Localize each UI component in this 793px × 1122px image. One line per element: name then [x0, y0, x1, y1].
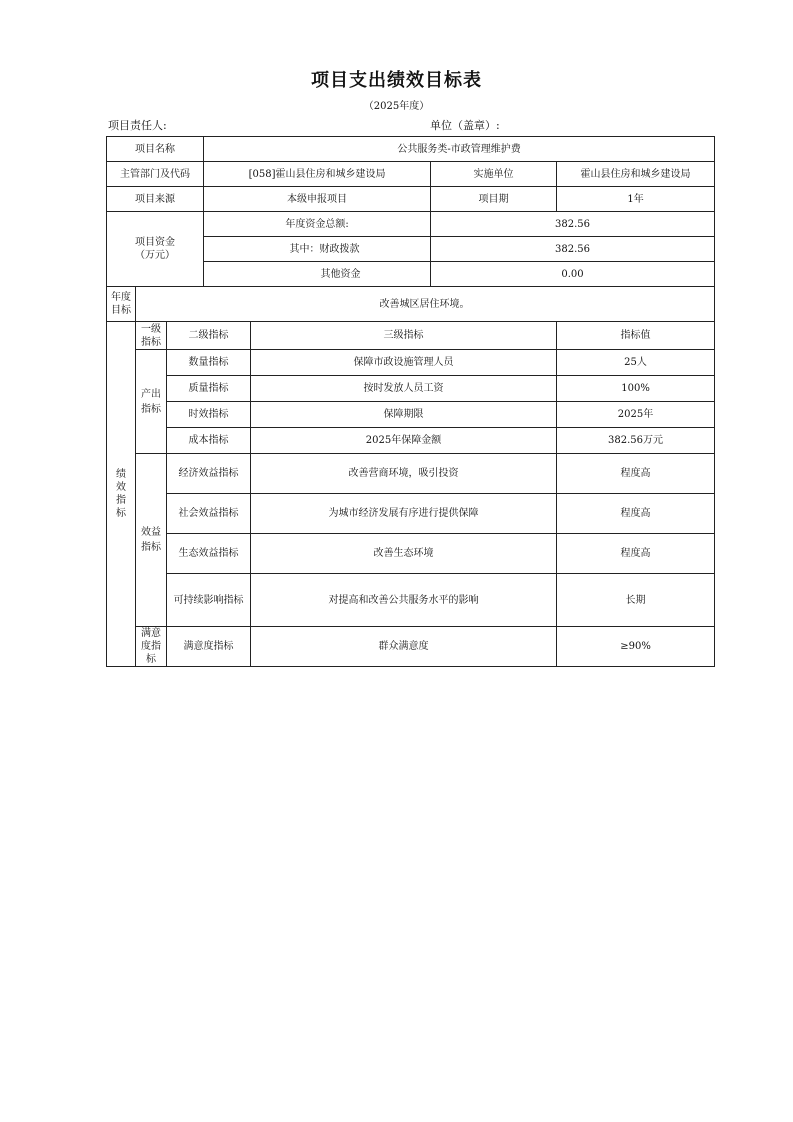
value-cell: ≥90% [557, 627, 715, 667]
level3-cell: 改善营商环境，吸引投资 [251, 454, 557, 494]
output-label-line1: 产出 [141, 388, 161, 400]
total-funds-value: 382.56 [431, 212, 715, 237]
project-period-label: 项目期 [431, 187, 557, 212]
report-year: （2025年度） [363, 101, 430, 112]
output-label-line2: 指标 [141, 403, 161, 415]
value-cell: 程度高 [557, 494, 715, 534]
satisfaction-label-line3: 标 [146, 654, 156, 665]
value-cell: 程度高 [557, 534, 715, 574]
department-value: [058]霍山县住房和城乡建设局 [204, 162, 431, 187]
satisfaction-label-line1: 满意 [141, 628, 161, 639]
output-indicator-label [136, 350, 167, 454]
funds-label-line1: 项目资金 [135, 237, 176, 248]
group-char: 标 [116, 508, 126, 519]
level3-cell: 保障市政设施管理人员 [251, 350, 557, 376]
unit-seal-label: 单位（盖章）: [430, 119, 500, 132]
group-char: 效 [116, 482, 126, 493]
benefit-indicator-label [136, 454, 167, 627]
group-char: 绩 [116, 469, 126, 480]
table-row [107, 574, 715, 627]
project-funds-label [107, 212, 204, 287]
satisfaction-indicator-label [136, 627, 167, 667]
group-char: 指 [116, 495, 126, 506]
goal-label-line1: 年度 [111, 292, 131, 303]
total-funds-label: 年度资金总额: [204, 212, 431, 237]
funds-total-row [107, 212, 715, 237]
benefit-label-line2: 指标 [141, 542, 161, 553]
table-row [107, 402, 715, 428]
other-funds-label: 其他资金 [204, 262, 431, 287]
level1-header-line2: 指标 [141, 336, 161, 348]
value-cell: 2025年 [557, 402, 715, 428]
implementing-unit-label: 实施单位 [431, 162, 557, 187]
implementing-unit-value: 霍山县住房和城乡建设局 [557, 162, 715, 187]
table-row [107, 627, 715, 667]
value-cell: 100% [557, 376, 715, 402]
level2-cell: 时效指标 [167, 402, 251, 428]
funds-label-line2: （万元） [135, 250, 176, 261]
project-source-value: 本级申报项目 [204, 187, 431, 212]
level3-cell: 保障期限 [251, 402, 557, 428]
satisfaction-label-line2: 度指 [141, 641, 161, 652]
level2-cell: 经济效益指标 [167, 454, 251, 494]
level2-header: 二级指标 [167, 322, 251, 350]
table-row [107, 494, 715, 534]
level3-cell: 群众满意度 [251, 627, 557, 667]
level2-cell: 成本指标 [167, 428, 251, 454]
fiscal-funds-value: 382.56 [431, 237, 715, 262]
level2-cell: 社会效益指标 [167, 494, 251, 534]
level3-cell: 改善生态环境 [251, 534, 557, 574]
fiscal-funds-label: 其中：财政拨款 [204, 237, 431, 262]
table-row [107, 534, 715, 574]
page-title: 项目支出绩效目标表 [311, 70, 482, 91]
project-name-label: 项目名称 [107, 137, 204, 162]
level2-cell: 满意度指标 [167, 627, 251, 667]
table-row [107, 454, 715, 494]
source-row [107, 187, 715, 212]
level3-header: 三级指标 [251, 322, 557, 350]
project-name-row [107, 137, 715, 162]
project-period-value: 1年 [557, 187, 715, 212]
level2-cell: 质量指标 [167, 376, 251, 402]
value-header: 指标值 [557, 322, 715, 350]
table-row [107, 350, 715, 376]
level1-header [136, 322, 167, 350]
level2-cell: 生态效益指标 [167, 534, 251, 574]
value-cell: 25人 [557, 350, 715, 376]
value-cell: 382.56万元 [557, 428, 715, 454]
annual-goal-text: 改善城区居住环境。 [136, 287, 715, 322]
level3-cell: 对提高和改善公共服务水平的影响 [251, 574, 557, 627]
level2-cell: 数量指标 [167, 350, 251, 376]
level3-cell: 2025年保障金额 [251, 428, 557, 454]
performance-target-table [106, 136, 715, 667]
value-cell: 长期 [557, 574, 715, 627]
project-name-value: 公共服务类-市政管理维护费 [204, 137, 715, 162]
benefit-label-line1: 效益 [141, 527, 161, 538]
responsible-person-label: 项目责任人: [108, 119, 167, 132]
annual-goal-row [107, 287, 715, 322]
level2-cell: 可持续影响指标 [167, 574, 251, 627]
table-row [107, 428, 715, 454]
goal-label-line2: 目标 [111, 305, 131, 316]
indicator-header-row [107, 322, 715, 350]
department-row [107, 162, 715, 187]
department-label: 主管部门及代码 [107, 162, 204, 187]
value-cell: 程度高 [557, 454, 715, 494]
annual-goal-label [107, 287, 136, 322]
performance-indicator-group [107, 322, 136, 667]
project-source-label: 项目来源 [107, 187, 204, 212]
table-row [107, 376, 715, 402]
level1-header-line1: 一级 [141, 323, 161, 335]
level3-cell: 为城市经济发展有序进行提供保障 [251, 494, 557, 534]
level3-cell: 按时发放人员工资 [251, 376, 557, 402]
other-funds-value: 0.00 [431, 262, 715, 287]
